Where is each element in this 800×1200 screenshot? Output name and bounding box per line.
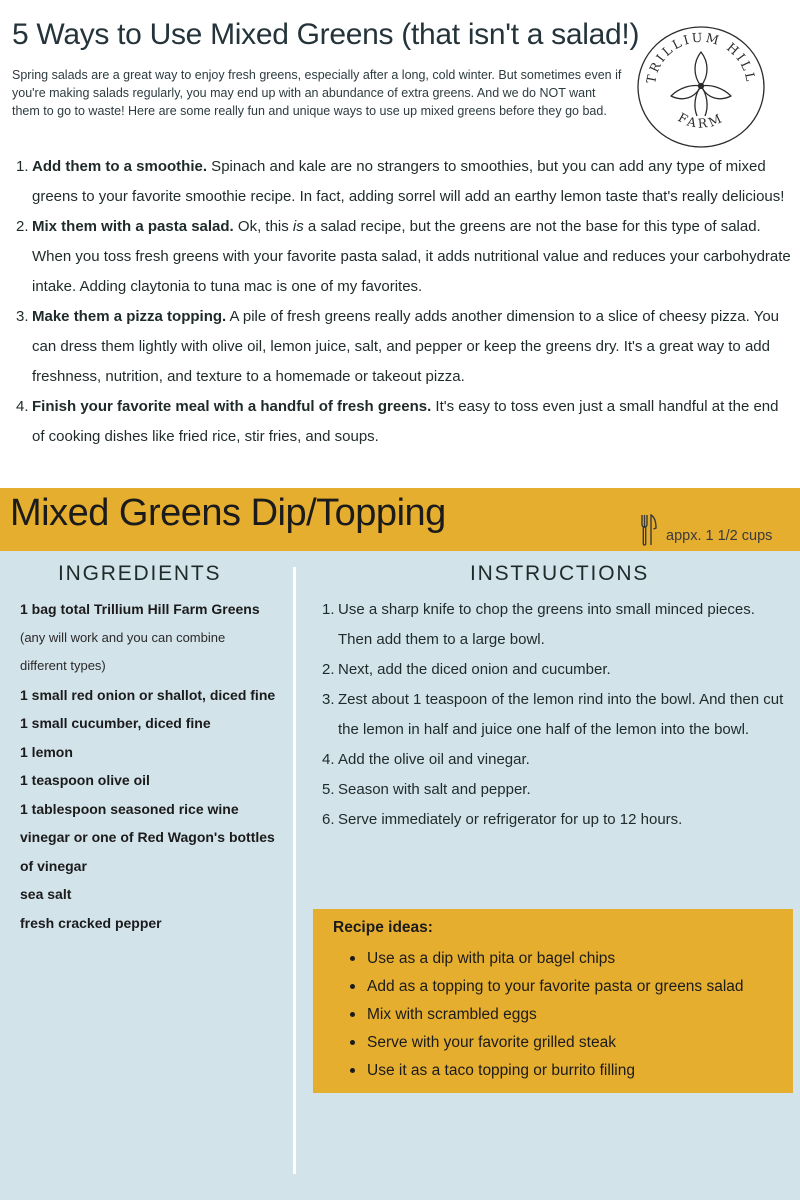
step-number: 5. (322, 781, 335, 798)
bullet-icon (350, 1012, 355, 1017)
way-title: Add them to a smoothie. (32, 158, 208, 175)
ingredients-heading: INGREDIENTS (58, 562, 222, 585)
step-text: Next, add the diced onion and cucumber. (338, 661, 611, 678)
way-text: It's easy to toss even just a small handful at the end of cooking dishes like fried rice, stir fries, and soups. (32, 398, 779, 445)
ingredient-note: (any will work and you can combine (20, 629, 226, 645)
way-number: 1. (16, 158, 29, 175)
step-number: 4. (322, 751, 335, 768)
instruction-step (322, 745, 790, 775)
instruction-step (322, 775, 790, 805)
way-title: Finish your favorite meal with a handful of fresh greens. (32, 398, 432, 415)
recipe-banner (0, 488, 800, 551)
way-item (16, 152, 792, 212)
way-number: 2. (16, 218, 29, 235)
ways-list (16, 152, 792, 452)
ingredient-item: 1 small red onion or shallot, diced fine (20, 686, 276, 703)
idea-text: Use as a dip with pita or bagel chips (367, 950, 616, 967)
step-number: 1. (322, 601, 335, 618)
idea-text: Mix with scrambled eggs (367, 1006, 537, 1023)
instruction-step (322, 805, 790, 835)
trillium-hill-farm-logo (633, 22, 769, 152)
recipe-idea-item (367, 945, 787, 973)
ingredient-item: 1 small cucumber, diced fine (20, 715, 211, 731)
way-text: Spinach and kale are no strangers to smoothies, but you can add any type of mixed greens to your favorite smoothie recipe. In fact, adding sorrel will add an earthy lemon taste that's really delicious! (32, 158, 785, 205)
way-text: A pile of fresh greens really adds another dimension to a slice of cheesy pizza. You can dress them lightly with olive oil, lemon juice, salt, and pepper or keep the greens dry. It's a great way to add freshness, nutrition, and texture to a homemade or takeout pizza. (32, 308, 780, 385)
way-text: a salad recipe, but the greens are not the base for this type of salad. When you toss fresh greens with your favorite pasta salad, it adds nutritional value and reduces your carbohydrate intake. Adding claytonia to tuna mac is one of my favorites. (32, 218, 791, 295)
ingredients-list (20, 595, 288, 937)
instruction-step (322, 685, 790, 745)
bullet-icon (350, 984, 355, 989)
ingredient-note: different types) (20, 658, 106, 673)
way-title: Mix them with a pasta salad. (32, 218, 234, 235)
way-title: Make them a pizza topping. (32, 308, 227, 325)
fork-knife-icon (640, 514, 658, 546)
way-emphasis: is (292, 218, 304, 235)
recipe-ideas-list (367, 945, 787, 1085)
step-text: Season with salt and pepper. (338, 781, 531, 798)
step-text: Serve immediately or refrigerator for up to 12 hours. (338, 811, 683, 828)
recipe-idea-item (367, 1057, 787, 1085)
ingredient-item: sea salt (20, 886, 72, 902)
recipe-ideas-box (313, 909, 793, 1093)
step-number: 2. (322, 661, 335, 678)
idea-text: Use it as a taco topping or burrito filling (367, 1062, 635, 1079)
column-divider (293, 567, 296, 1174)
recipe-idea-item (367, 973, 787, 1001)
recipe-idea-item (367, 1001, 787, 1029)
recipe-ideas-heading: Recipe ideas: (333, 919, 433, 936)
way-item (16, 302, 792, 392)
instruction-step (322, 655, 790, 685)
step-text: Zest about 1 teaspoon of the lemon rind into the bowl. And then cut the lemon in half and juice one half of the lemon into the bowl. (338, 691, 784, 738)
ingredient-item: vinegar or one of Red Wagon's bottles (20, 829, 275, 845)
ingredient-item: fresh cracked pepper (20, 914, 162, 931)
instructions-list (322, 595, 790, 835)
logo-top-text: TRILLIUM HILL (643, 29, 759, 85)
recipe-title: Mixed Greens Dip/Topping (10, 492, 446, 534)
intro-paragraph: Spring salads are a great way to enjoy fresh greens, especially after a long, cold winter. But sometimes even if you're making salads regularly, you may end up with an abundance of extra greens. And we do NOT want them to go to waste! Here are some really fun and unique ways to use up mixed greens before they go bad. (12, 68, 622, 118)
step-number: 3. (322, 691, 335, 708)
step-text: Add the olive oil and vinegar. (338, 751, 530, 768)
instruction-step (322, 595, 790, 655)
step-number: 6. (322, 811, 335, 828)
ingredient-item: 1 bag total Trillium Hill Farm Greens (20, 601, 260, 617)
bullet-icon (350, 956, 355, 961)
trillium-flower-icon (671, 52, 731, 116)
idea-text: Add as a topping to your favorite pasta or greens salad (367, 978, 744, 995)
recipe-idea-item (367, 1029, 787, 1057)
bullet-icon (350, 1068, 355, 1073)
ingredient-item: 1 teaspoon olive oil (20, 772, 150, 788)
yield-text: appx. 1 1/2 cups (666, 528, 773, 544)
way-item (16, 392, 792, 452)
recipe-panel (0, 551, 800, 1200)
step-text: Use a sharp knife to chop the greens into small minced pieces. Then add them to a large bowl. (338, 601, 755, 648)
ingredient-item: of vinegar (20, 857, 87, 874)
way-number: 3. (16, 308, 29, 325)
idea-text: Serve with your favorite grilled steak (367, 1034, 616, 1051)
ingredient-item: 1 lemon (20, 743, 73, 760)
bullet-icon (350, 1040, 355, 1045)
logo-bottom-text: FARM (675, 109, 727, 131)
way-item (16, 212, 792, 302)
instructions-heading: INSTRUCTIONS (470, 562, 650, 585)
page-title: 5 Ways to Use Mixed Greens (that isn't a salad!) (12, 18, 640, 51)
way-text: Ok, this (233, 218, 293, 235)
way-number: 4. (16, 398, 29, 415)
ingredient-item: 1 tablespoon seasoned rice wine (20, 800, 239, 817)
